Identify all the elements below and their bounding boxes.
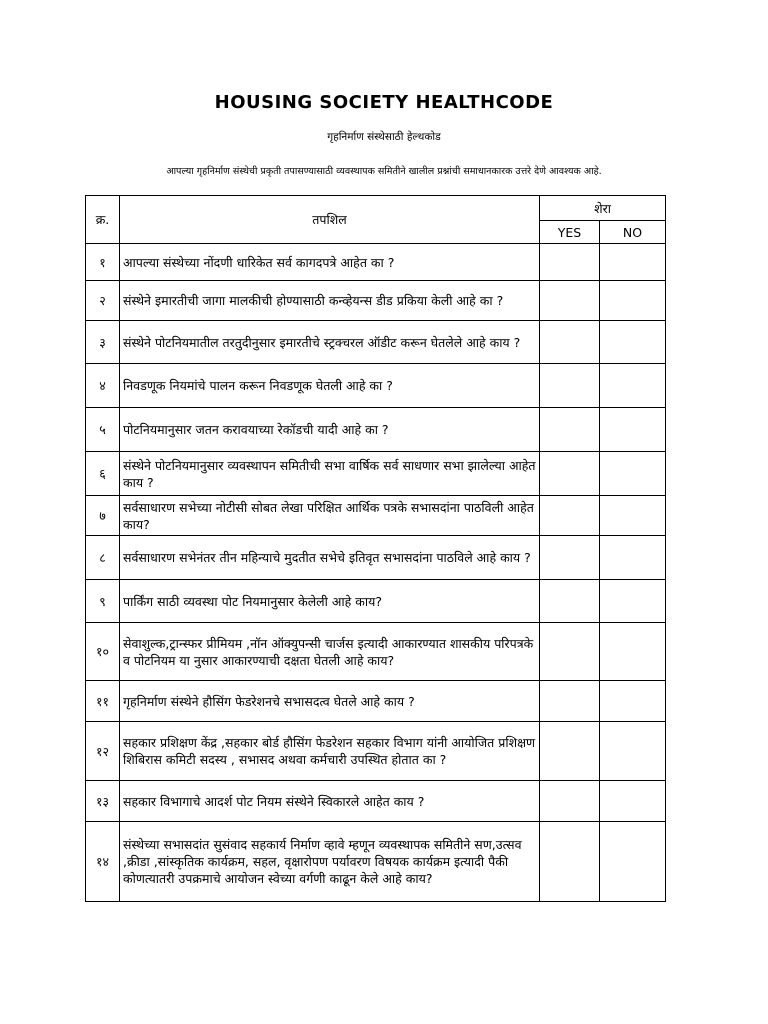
table-row bbox=[86, 681, 666, 722]
row-number: १२ bbox=[86, 722, 120, 781]
row-question: संस्थेने इमारतीची जागा मालकीची होण्यासाठी कन्व्हेयन्स डीड प्रकिया केली आहे का ? bbox=[120, 281, 540, 321]
row-number: १४ bbox=[86, 822, 120, 902]
page-subtitle: गृहनिर्माण संस्थेसाठी हेल्थकोड bbox=[327, 131, 441, 143]
row-question: संस्थेने पोटनियमानुसार व्यवस्थापन समितीची सभा वार्षिक सर्व साधणार सभा झालेल्या आहेत काय ? bbox=[120, 452, 540, 496]
yes-cell[interactable] bbox=[540, 580, 600, 623]
table-row bbox=[86, 408, 666, 452]
table-row bbox=[86, 822, 666, 902]
row-question: संस्थेने पोटनियमातील तरतुदीनुसार इमारतीचे स्ट्रक्चरल ऑडीट करून घेतलेले आहे काय ? bbox=[120, 321, 540, 364]
row-question: गृहनिर्माण संस्थेने हौसिंग फेडरेशनचे सभासदत्व घेतले आहे काय ? bbox=[120, 681, 540, 722]
row-number: २ bbox=[86, 281, 120, 321]
no-cell[interactable] bbox=[600, 408, 666, 452]
row-question: सहकार प्रशिक्षण केंद्र ,सहकार बोर्ड हौसिंग फेडरेशन सहकार विभाग यांनी आयोजित प्रशिक्षण शिबिरास कमिटी सदस्य , सभासद अथवा कर्मचारी उपस्थित होतात का ? bbox=[120, 722, 540, 781]
row-number: १३ bbox=[86, 781, 120, 822]
row-number: ११ bbox=[86, 681, 120, 722]
header-remark: शेरा bbox=[540, 196, 666, 221]
yes-cell[interactable] bbox=[540, 496, 600, 536]
row-number: ६ bbox=[86, 452, 120, 496]
table-row bbox=[86, 364, 666, 408]
yes-cell[interactable] bbox=[540, 281, 600, 321]
row-number: ९ bbox=[86, 580, 120, 623]
row-number: १ bbox=[86, 244, 120, 281]
no-cell[interactable] bbox=[600, 681, 666, 722]
table-row bbox=[86, 536, 666, 580]
no-cell[interactable] bbox=[600, 623, 666, 681]
row-number: १० bbox=[86, 623, 120, 681]
row-question: सर्वसाधारण सभेनंतर तीन महिन्याचे मुदतीत सभेचे इतिवृत सभासदांना पाठविले आहे काय ? bbox=[120, 536, 540, 580]
yes-cell[interactable] bbox=[540, 364, 600, 408]
yes-cell[interactable] bbox=[540, 321, 600, 364]
row-question: सेवाशुल्क,ट्रान्स्फर प्रीमियम ,नॉन ऑक्युपन्सी चार्जस इत्यादी आकारण्यात शासकीय परिपत्रके व पोटनियम या नुसार आकारण्याची दक्षता घेतली आहे काय? bbox=[120, 623, 540, 681]
no-cell[interactable] bbox=[600, 496, 666, 536]
table-row bbox=[86, 722, 666, 781]
no-cell[interactable] bbox=[600, 781, 666, 822]
no-cell[interactable] bbox=[600, 536, 666, 580]
row-number: ३ bbox=[86, 321, 120, 364]
row-question: निवडणूक नियमांचे पालन करून निवडणूक घेतली आहे का ? bbox=[120, 364, 540, 408]
row-question: संस्थेच्या सभासदांत सुसंवाद सहकार्य निर्माण व्हावे म्हणून व्यवस्थापक समितीने सण,उत्सव ,क्रीडा ,सांस्कृतिक कार्यक्रम, सहल, वृक्षारोपण पर्यावरण विषयक कार्यक्रम इत्यादी पैकी कोणत्यातरी उपक्रमाचे आयोजन स्वेच्या वर्गणी काढून केले आहे काय? bbox=[120, 822, 540, 902]
table-row bbox=[86, 781, 666, 822]
row-question: सहकार विभागाचे आदर्श पोट नियम संस्थेने स्विकारले आहेत काय ? bbox=[120, 781, 540, 822]
yes-cell[interactable] bbox=[540, 722, 600, 781]
yes-cell[interactable] bbox=[540, 681, 600, 722]
yes-cell[interactable] bbox=[540, 452, 600, 496]
no-cell[interactable] bbox=[600, 822, 666, 902]
no-cell[interactable] bbox=[600, 321, 666, 364]
row-question: पोटनियमानुसार जतन करावयाच्या रेकॉडची यादी आहे का ? bbox=[120, 408, 540, 452]
row-number: ५ bbox=[86, 408, 120, 452]
row-question: सर्वसाधारण सभेच्या नोटीसी सोबत लेखा परिक्षित आर्थिक पत्रके सभासदांना पाठविली आहेत काय? bbox=[120, 496, 540, 536]
header-yes: YES bbox=[540, 221, 600, 244]
table-row bbox=[86, 321, 666, 364]
yes-cell[interactable] bbox=[540, 623, 600, 681]
no-cell[interactable] bbox=[600, 580, 666, 623]
yes-cell[interactable] bbox=[540, 781, 600, 822]
yes-cell[interactable] bbox=[540, 408, 600, 452]
table-row bbox=[86, 452, 666, 496]
row-number: ७ bbox=[86, 496, 120, 536]
row-number: ८ bbox=[86, 536, 120, 580]
table-row bbox=[86, 244, 666, 281]
yes-cell[interactable] bbox=[540, 536, 600, 580]
intro-text: आपल्या गृहनिर्माण संस्थेची प्रकृती तपासण्यासाठी व्यवस्थापक समितीने खालील प्रश्नांची समाधानकारक उत्तरे देणे आवश्यक आहे. bbox=[166, 166, 602, 177]
table-row bbox=[86, 580, 666, 623]
yes-cell[interactable] bbox=[540, 244, 600, 281]
no-cell[interactable] bbox=[600, 452, 666, 496]
table-row bbox=[86, 281, 666, 321]
no-cell[interactable] bbox=[600, 722, 666, 781]
table-row bbox=[86, 496, 666, 536]
no-cell[interactable] bbox=[600, 364, 666, 408]
no-cell[interactable] bbox=[600, 244, 666, 281]
page-title: HOUSING SOCIETY HEALTHCODE bbox=[214, 92, 554, 113]
row-question: आपल्या संस्थेच्या नोंदणी धारिकेत सर्व कागदपत्रे आहेत का ? bbox=[120, 244, 540, 281]
row-number: ४ bbox=[86, 364, 120, 408]
header-number: क्र. bbox=[86, 196, 120, 244]
no-cell[interactable] bbox=[600, 281, 666, 321]
yes-cell[interactable] bbox=[540, 822, 600, 902]
table-row bbox=[86, 623, 666, 681]
header-no: NO bbox=[600, 221, 666, 244]
header-details: तपशिल bbox=[120, 196, 540, 244]
row-question: पार्किंग साठी व्यवस्था पोट नियमानुसार केलेली आहे काय? bbox=[120, 580, 540, 623]
healthcode-table bbox=[85, 195, 666, 902]
